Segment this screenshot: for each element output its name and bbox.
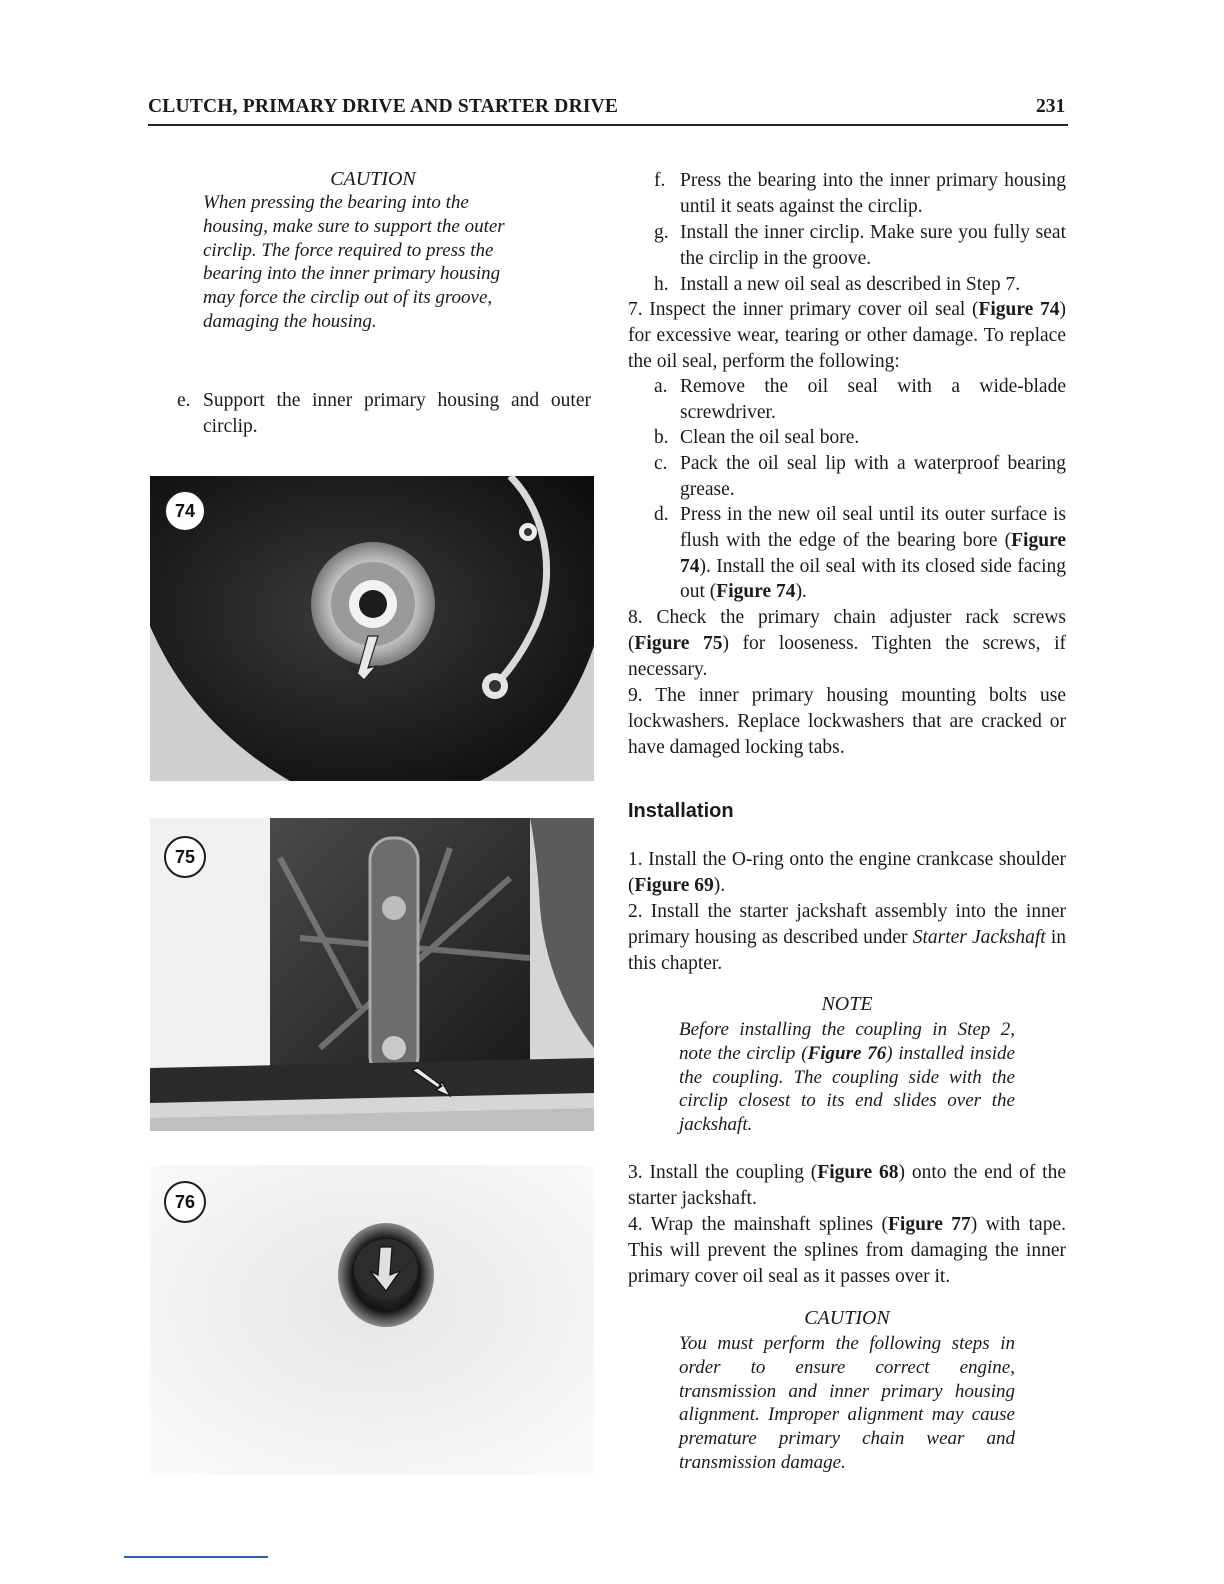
step-text: Press the bearing into the inner primary housing until it seats against the circlip. bbox=[680, 170, 1066, 217]
figure-76-image bbox=[150, 1165, 594, 1475]
install-4-text: 4. Wrap the mainshaft splines ( bbox=[628, 1214, 888, 1235]
left-caution-note bbox=[203, 168, 543, 334]
install-step-4 bbox=[628, 1212, 1066, 1289]
caution-box-2 bbox=[679, 1307, 1015, 1475]
figure-ref: Figure 77 bbox=[888, 1214, 971, 1235]
step-g bbox=[654, 220, 1066, 272]
step-8 bbox=[628, 605, 1066, 682]
step-9 bbox=[628, 683, 1066, 760]
caution-line: circlip. The force required to press the bbox=[203, 239, 494, 261]
note-text-end: ) installed inside the coupling. The coupling side with the circlip closest to its end slides over the jackshaft. bbox=[679, 1042, 1015, 1136]
step-9-text: 9. The inner primary housing mounting bolts use lockwashers. Replace lockwashers that are cracked or have damaged locking tabs. bbox=[628, 685, 1066, 758]
install-1-text-end: ). bbox=[713, 874, 726, 896]
caution-line: damaging the housing. bbox=[203, 310, 377, 332]
step-text-mid: ). Install the oil seal with its closed side facing out ( bbox=[680, 555, 1066, 603]
figure-ref: Figure 75 bbox=[634, 632, 723, 654]
caution-title: CAUTION bbox=[330, 168, 416, 190]
step-7 bbox=[628, 297, 1066, 374]
figure-ref: Figure 74 bbox=[716, 581, 796, 603]
step-e bbox=[177, 388, 591, 440]
install-step-2 bbox=[628, 899, 1066, 976]
caution-title: CAUTION bbox=[804, 1307, 890, 1329]
step-label: g. bbox=[654, 222, 669, 243]
installation-heading: Installation bbox=[628, 800, 734, 822]
footer-rule bbox=[124, 1556, 268, 1558]
step-8-text-end: ) for looseness. Tighten the screws, if necessary. bbox=[628, 632, 1066, 680]
note-box bbox=[679, 993, 1015, 1137]
caution-line: may force the circlip out of its groove, bbox=[203, 287, 493, 309]
caution-line: housing, make sure to support the outer bbox=[203, 215, 505, 237]
install-step-1 bbox=[628, 847, 1066, 899]
figure-ref: Figure 74 bbox=[978, 299, 1060, 320]
install-2-text-end: in this chapter. bbox=[628, 926, 1067, 974]
step-8-text: 8. Check the primary chain adjuster rack screws ( bbox=[628, 607, 1066, 654]
step-text: Pack the oil seal lip with a waterproof bearing grease. bbox=[680, 453, 1066, 500]
step-7d bbox=[654, 502, 1066, 605]
install-3-text-end: ) onto the end of the starter jackshaft. bbox=[628, 1162, 1066, 1209]
step-text-end: ). bbox=[795, 581, 807, 603]
figure-75-photo bbox=[150, 818, 594, 1131]
figure-ref: Figure 68 bbox=[817, 1162, 899, 1183]
caution-line: bearing into the inner primary housing bbox=[203, 263, 501, 285]
note-body bbox=[679, 1018, 1015, 1137]
install-2-text: 2. Install the starter jackshaft assembly into the inner primary housing as described under bbox=[628, 901, 1066, 948]
figure-ref: Figure 69 bbox=[634, 874, 714, 896]
step-label: c. bbox=[654, 453, 668, 474]
figure-74-image bbox=[150, 476, 594, 781]
figure-76-label: 76 bbox=[164, 1181, 206, 1223]
figure-74-label: 74 bbox=[164, 490, 206, 532]
step-label: a. bbox=[654, 376, 668, 397]
step-text: Press in the new oil seal until its outer surface is flush with the edge of the bearing bore ( bbox=[680, 504, 1066, 551]
step-label: h. bbox=[654, 274, 669, 295]
step-7-text-end: ) for excessive wear, tearing or other damage. To replace the oil seal, perform the following: bbox=[628, 299, 1066, 372]
running-header-title: CLUTCH, PRIMARY DRIVE AND STARTER DRIVE bbox=[148, 96, 619, 117]
step-label: f. bbox=[654, 170, 666, 191]
caution-body: You must perform the following steps in order to ensure correct engine, transmission and inner primary housing alignment. Improper alignment may cause premature primary chain wear and transmission damage. bbox=[679, 1333, 1015, 1473]
step-text: Support the inner primary housing and outer circlip. bbox=[203, 390, 591, 437]
install-step-3 bbox=[628, 1160, 1066, 1212]
figure-ref: Figure 76 bbox=[807, 1042, 887, 1064]
caution-body bbox=[203, 191, 543, 334]
step-text: Install a new oil seal as described in Step 7. bbox=[680, 274, 1021, 295]
step-f bbox=[654, 168, 1066, 220]
note-title: NOTE bbox=[821, 993, 873, 1015]
page-number: 231 bbox=[1036, 96, 1066, 117]
step-label: b. bbox=[654, 427, 669, 448]
step-7c bbox=[654, 451, 1066, 503]
install-3-text: 3. Install the coupling ( bbox=[628, 1162, 818, 1183]
install-4-text-end: ) with tape. This will prevent the splines from damaging the inner primary cover oil seal as it passes over it. bbox=[628, 1214, 1066, 1287]
section-ref: Starter Jackshaft bbox=[912, 926, 1046, 948]
step-text: Clean the oil seal bore. bbox=[680, 427, 860, 448]
step-7-text: 7. Inspect the inner primary cover oil seal ( bbox=[628, 299, 979, 320]
step-label: e. bbox=[177, 390, 191, 411]
header-rule bbox=[148, 124, 1068, 126]
figure-76-photo bbox=[150, 1165, 594, 1475]
step-text: Remove the oil seal with a wide-blade screwdriver. bbox=[680, 376, 1066, 423]
step-label: d. bbox=[654, 504, 669, 525]
step-text: Install the inner circlip. Make sure you fully seat the circlip in the groove. bbox=[680, 222, 1066, 269]
step-7b bbox=[654, 425, 1066, 451]
note-text: Before installing the coupling in Step 2, note the circlip ( bbox=[679, 1019, 1015, 1064]
figure-ref: Figure 74 bbox=[680, 529, 1066, 577]
step-h bbox=[654, 272, 1066, 298]
figure-75-image bbox=[150, 818, 594, 1131]
caution-line: When pressing the bearing into the bbox=[203, 192, 469, 213]
install-1-text: 1. Install the O-ring onto the engine crankcase shoulder ( bbox=[628, 849, 1066, 896]
figure-75-label: 75 bbox=[164, 836, 206, 878]
step-7a bbox=[654, 374, 1066, 426]
figure-74-photo bbox=[150, 476, 594, 781]
